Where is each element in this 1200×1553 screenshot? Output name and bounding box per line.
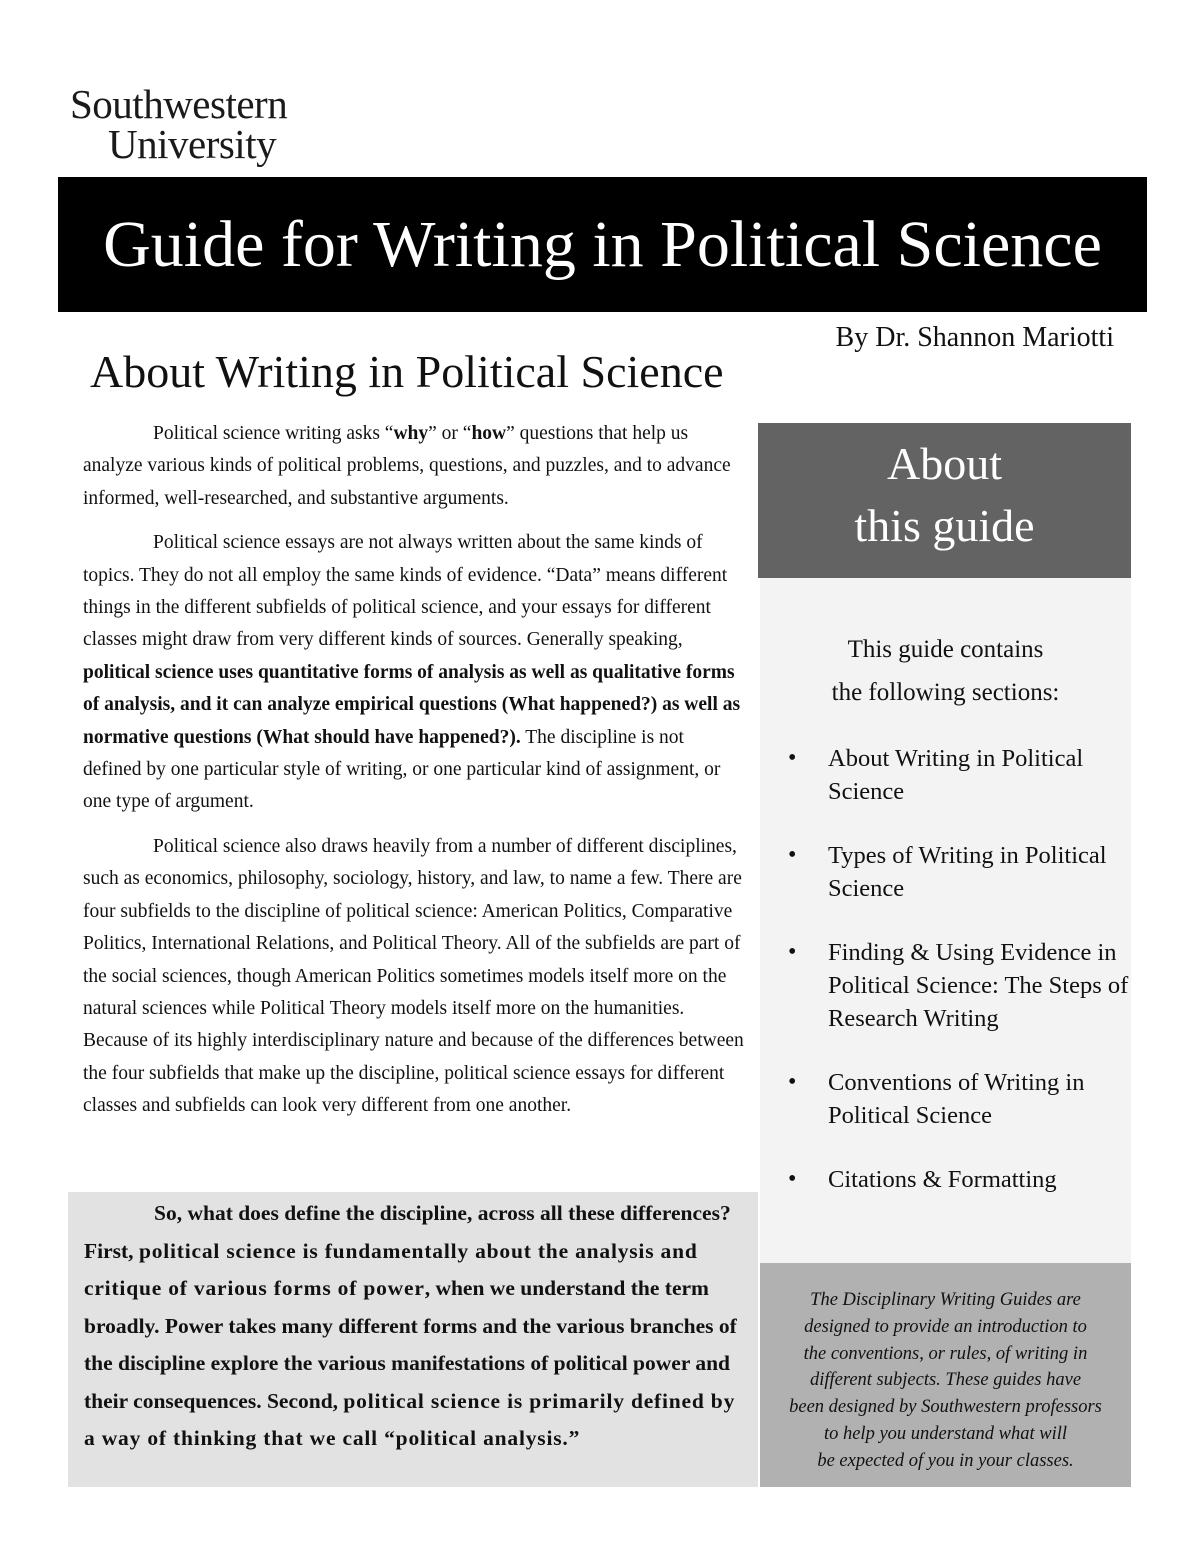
- section-item-about: [788, 742, 1131, 808]
- p2-text-b: The discipline is not defined by one particular style of writing, or one particular kind of assignment, or one type of argument.: [83, 726, 721, 813]
- sidebar-contents: [760, 578, 1131, 1263]
- footer-line: designed to provide an introduction to: [804, 1316, 1087, 1337]
- sidebar-header-line-1: About: [887, 438, 1002, 489]
- section-item-label: Citations & Formatting: [828, 1166, 1057, 1193]
- section-item-label: Finding & Using Evidence in Political Science: The Steps of Research Writing: [828, 939, 1129, 1032]
- highlight-paragraph: [68, 1192, 758, 1458]
- paragraph-3: Political science also draws heavily from a number of different disciplines, such as economics, philosophy, sociology, history, and law, to name a few. There are four subfields to the discipline of political science: American Politics, Comparative Politics, International Relations, and Political Theory. All of the subfields are part of the social sciences, though American Politics sometimes models itself more on the natural sciences while Political Theory models itself more on the humanities. Because of its highly interdisciplinary nature and because of the differences between the four subfields that make up the discipline, political science essays for different classes and subfields can look very different from one another.: [83, 835, 744, 1117]
- p1-text-a: Political science writing asks “: [153, 423, 394, 444]
- main-text: [83, 418, 747, 1135]
- paragraph-1: [83, 418, 747, 515]
- footer-line: to help you understand what will: [823, 1423, 1068, 1444]
- p2-bold: political science uses quantitative forms of analysis as well as qualitative forms of analysis, and it can analyze empirical questions (What happened?) as well as normative questions (What should have happened?).: [83, 661, 741, 748]
- hl-text-a: So, what does define the discipline, across all these differences? First,: [84, 1201, 731, 1263]
- highlight-box: [68, 1192, 758, 1487]
- university-logo: [70, 81, 288, 167]
- p1-how: how: [471, 423, 507, 444]
- hl-strong-2: political science is primarily defined by a way of thinking that we call “political analysis.”: [84, 1388, 736, 1450]
- p1-text-b: ” or “: [428, 423, 472, 444]
- document-title: Guide for Writing in Political Science: [103, 207, 1102, 281]
- sidebar-header: [758, 423, 1131, 578]
- section-item-conventions: [788, 1066, 1131, 1132]
- footer-line: different subjects. These guides have: [809, 1370, 1082, 1391]
- bullet-icon: •: [788, 939, 797, 965]
- hl-text-b: , when we understand the term broadly. Power takes many different forms and the various branches of the discipline explore the various manifestations of political power and their consequences. Second,: [84, 1276, 737, 1413]
- section-item-citations: [788, 1163, 1131, 1196]
- paragraph-2: [83, 527, 747, 819]
- bullet-icon: •: [788, 1069, 797, 1095]
- sidebar-intro: [760, 628, 1131, 714]
- section-item-label: Conventions of Writing in Political Science: [828, 1069, 1085, 1129]
- footer-line: The Disciplinary Writing Guides are: [810, 1290, 1081, 1310]
- bullet-icon: •: [788, 842, 797, 868]
- sidebar-intro-line-2: the following sections:: [831, 679, 1060, 706]
- title-banner: [58, 177, 1147, 312]
- author-byline: By Dr. Shannon Mariotti: [835, 322, 1114, 353]
- section-item-types: [788, 839, 1131, 905]
- logo-line-2: University: [108, 121, 277, 167]
- section-list: [760, 742, 1131, 1196]
- section-item-label: About Writing in Political Science: [828, 745, 1084, 805]
- section-title: About Writing in Political Science: [90, 346, 724, 397]
- sidebar-intro-line-1: This guide contains: [847, 636, 1044, 663]
- sidebar-footer-note: [760, 1263, 1131, 1487]
- footer-line: the conventions, or rules, of writing in: [803, 1343, 1088, 1364]
- sidebar-header-line-2: this guide: [854, 500, 1035, 551]
- bullet-icon: •: [788, 1166, 797, 1192]
- hl-strong-1: political science is fundamentally about the analysis and critique of various forms of power: [84, 1238, 698, 1300]
- bullet-icon: •: [788, 745, 797, 771]
- p1-why: why: [393, 423, 429, 444]
- p2-text-a: Political science essays are not always written about the same kinds of topics. They do not all employ the same kinds of evidence. “Data” means different things in the different subfields of political science, and your essays for different classes might draw from very different kinds of sources. Generally speaking,: [83, 532, 728, 651]
- section-item-label: Types of Writing in Political Science: [828, 842, 1107, 902]
- logo-line-1: Southwestern: [70, 81, 288, 127]
- section-item-evidence: [788, 936, 1131, 1035]
- footer-line: be expected of you in your classes.: [817, 1450, 1074, 1471]
- p1-text-c: ” questions that help us analyze various kinds of political problems, questions, and puzzles, and to advance informed, well-researched, and substantive arguments.: [83, 423, 731, 509]
- footer-line: been designed by Southwestern professors: [789, 1397, 1102, 1418]
